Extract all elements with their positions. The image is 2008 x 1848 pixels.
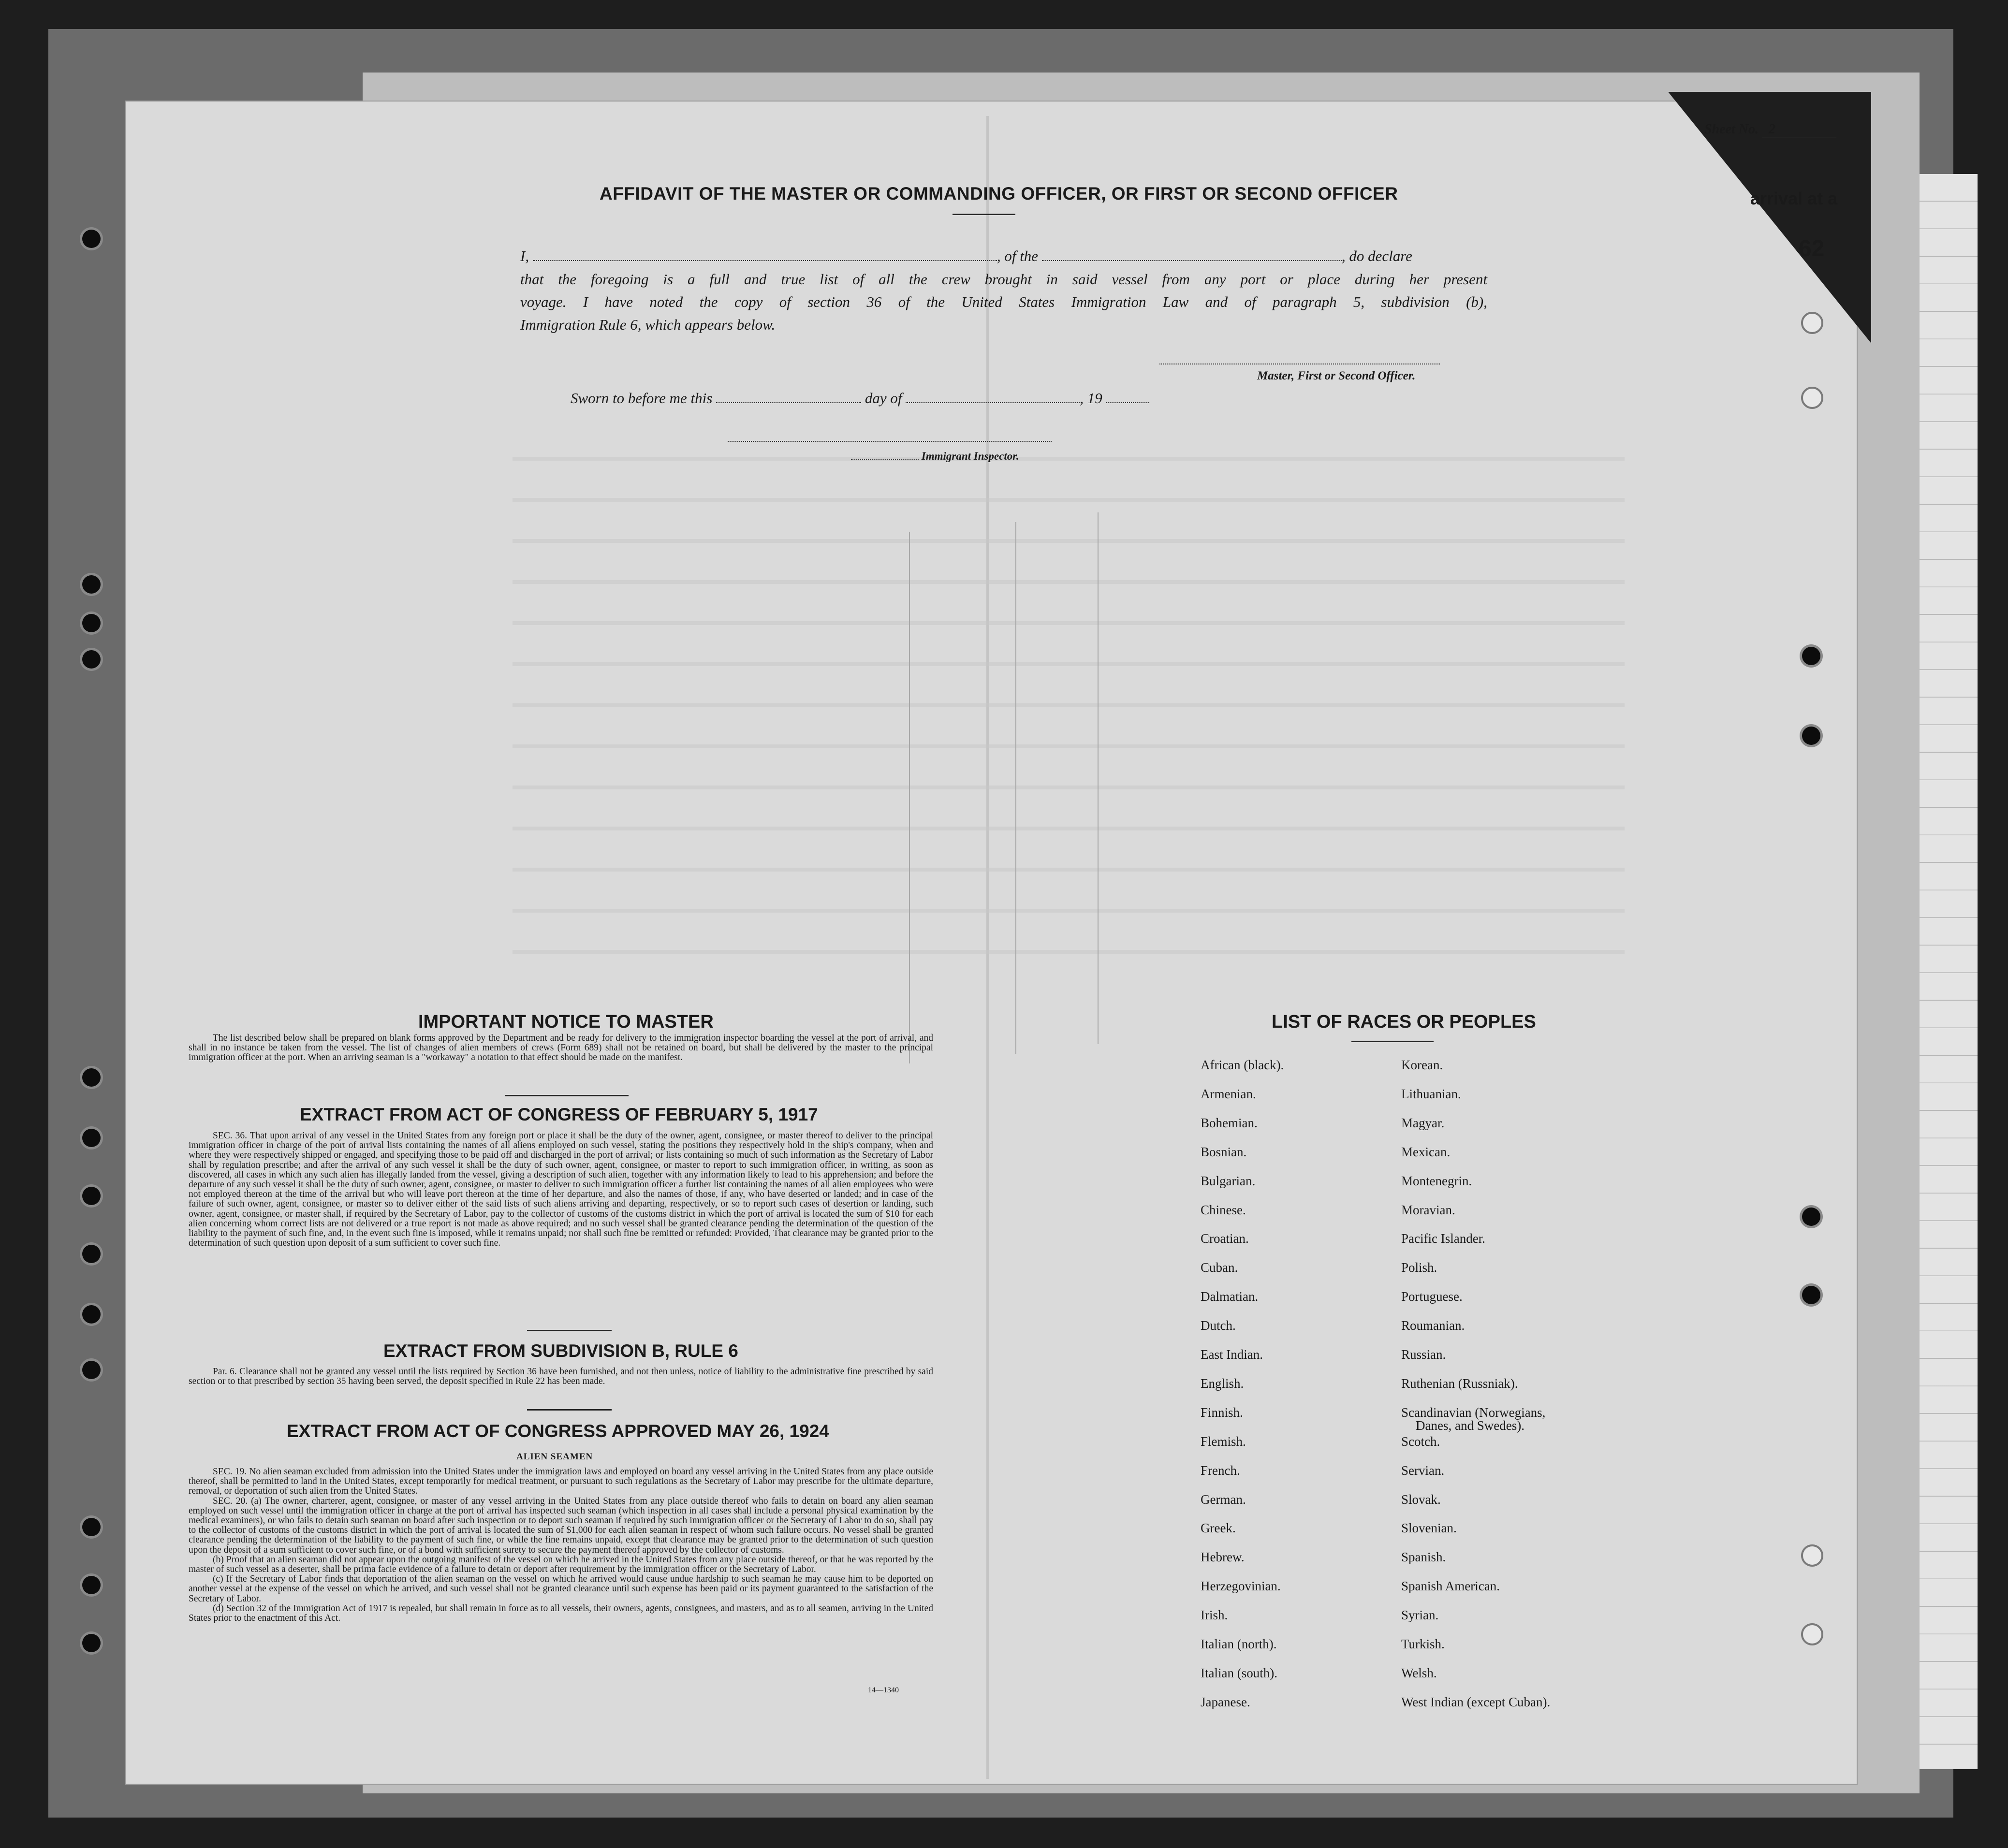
race-item: Irish. bbox=[1201, 1608, 1228, 1623]
sec-20c-text: (c) If the Secretary of Labor finds that deportation of the alien seaman on the vessel on which he arrived would cause undue hardship to such seaman he may cause him to be deported on another vessel at the expense of the vessel on which he arrived, and such vessel shall not be granted clearance until such expense has been paid or its payment guaranteed to the satisfaction of the Secretary of Labor. bbox=[189, 1574, 933, 1604]
race-item: East Indian. bbox=[1201, 1347, 1263, 1362]
sheet-no-value: 2 bbox=[1762, 122, 1836, 138]
sec-20b-text: (b) Proof that an alien seaman did not appear upon the outgoing manifest of the vessel on which he arrived in the United States from any place outside thereof, or that he was reported by the master of such vessel as a deserter, shall be prima facie evidence of a failure to detain or deport after requirement by the immigration officer or the Secretary of Labor. bbox=[189, 1554, 933, 1575]
race-item: Spanish American. bbox=[1401, 1579, 1500, 1594]
bleed-through-line bbox=[1015, 522, 1016, 1054]
notice-text: The list described below shall be prepared on blank forms approved by the Department and be ready for delivery to the immigration inspector boarding the vessel at the port of arrival, and shall in no instance be taken from the vessel. The list of changes of alien members of crews (Form 689) shall not be retained on board, but shall be delivered by the master to the principal immigration officer at the port. When an arriving seaman is a "workaway" a notation to that effect should be made on the manifest. bbox=[189, 1033, 933, 1063]
sheet-no-label: Sheet No. bbox=[1704, 122, 1759, 137]
extract-1917-text: SEC. 36. That upon arrival of any vessel in the United States from any foreign port or place it shall be the duty of the owner, agent, consignee, or master thereof to deliver to the principal immigration officer in charge of the port of arrival lists containing the names of all aliens employed on such vessel, stating the positions they respectively hold in the ship's company, when and where they were respectively shipped or engaged, and specifying those to be paid off and discharged in the port of arrival; or lists containing so much of such information as the Secretary of Labor shall by regulation prescribe; and after the arrival of any such vessel it shall be the duty of such owner, agent, consignee, or master to report to such immigration officer, in writing, as soon as discovered, all cases in which any such alien has illegally landed from the vessel, giving a description of such alien, together with any information likely to lead to his apprehension; and before the departure of any such vessel it shall be the duty of such owner, agent, consignee, or master to deliver to such immigration officer a further list containing the names of all alien employees who were not employed thereon at the time of the arrival but who will leave port thereon at the time of her departure, and also the names of those, if any, who have deserted or landed; and in case of the failure of such owner, agent, consignee, or master so to deliver either of the said lists of such aliens arriving and departing, respectively, or so to report such cases of desertion or landing, such owner, agent, consignee, or master shall, if required by the Secretary of Labor, pay to the collector of customs of the customs district in which the port of arrival is located the sum of $10 for each alien concerning whom correct lists are not delivered or a true report is not made as above required; and no such vessel shall be granted clearance pending the determination of the question of the liability to the payment of such fine, and, in the event such fine is imposed, while it remains unpaid; nor shall such fine be remitted or refunded: Provided, That clearance may be granted prior to the determination of such question upon deposit of a sum sufficient to cover such fine. bbox=[189, 1131, 933, 1249]
extract-rule6-heading: EXTRACT FROM SUBDIVISION B, RULE 6 bbox=[383, 1341, 738, 1361]
binder-hole bbox=[82, 650, 101, 669]
section-rule bbox=[527, 1409, 612, 1411]
race-item: Cuban. bbox=[1201, 1260, 1238, 1275]
race-item: West Indian (except Cuban). bbox=[1401, 1694, 1551, 1709]
binder-hole bbox=[82, 1187, 101, 1205]
declaration-line-3: voyage. I have noted the copy of section 36 of the United States Immigration Law and of paragraph 5, subdivision (b), bbox=[520, 293, 1487, 310]
signature-label: Master, First or Second Officer. bbox=[1257, 369, 1416, 382]
sec-20d-text: (d) Section 32 of the Immigration Act of 1917 is repealed, but shall remain in force as to all vessels, their owners, agents, consignees, and masters, and as to all seamen, arriving in the United States prior to the enactment of this Act. bbox=[189, 1603, 933, 1624]
binder-hole bbox=[82, 1361, 101, 1379]
sworn-month-blank[interactable] bbox=[906, 392, 1080, 403]
page-fold bbox=[986, 116, 989, 1779]
section-rule bbox=[505, 1095, 629, 1096]
bleed-through-row bbox=[513, 457, 1625, 461]
binder-hole bbox=[82, 1634, 101, 1652]
race-item-continuation: Danes, and Swedes). bbox=[1416, 1418, 1524, 1433]
declaration-line-2: that the foregoing is a full and true list of all the crew brought in said vessel from any port or place during her present bbox=[520, 271, 1487, 288]
binder-hole bbox=[1802, 1208, 1820, 1226]
race-item: Russian. bbox=[1401, 1347, 1446, 1362]
binder-hole bbox=[1801, 1544, 1823, 1567]
race-item: Turkish. bbox=[1401, 1637, 1445, 1651]
race-item: Herzegovinian. bbox=[1201, 1579, 1281, 1594]
form-number: 14—1340 bbox=[868, 1686, 899, 1694]
race-item: Hebrew. bbox=[1201, 1550, 1245, 1565]
day-of-label: day of bbox=[865, 390, 902, 407]
race-item: Dalmatian. bbox=[1201, 1289, 1259, 1304]
bleed-through-row bbox=[513, 703, 1625, 707]
bleed-through-row bbox=[513, 827, 1625, 830]
binder-hole bbox=[82, 575, 101, 594]
section-rule bbox=[527, 1330, 612, 1331]
race-item: Korean. bbox=[1401, 1058, 1443, 1072]
binder-hole bbox=[82, 1068, 101, 1087]
race-item: Croatian. bbox=[1201, 1231, 1249, 1246]
sworn-line bbox=[571, 390, 1149, 407]
binder-hole bbox=[1801, 312, 1823, 334]
binder-hole bbox=[82, 1245, 101, 1263]
alien-seamen-heading: ALIEN SEAMEN bbox=[516, 1452, 593, 1462]
corner-number: 62 bbox=[1799, 236, 1825, 262]
bleed-through-row bbox=[513, 950, 1625, 954]
race-item: Finnish. bbox=[1201, 1405, 1243, 1420]
bleed-through-row bbox=[513, 744, 1625, 748]
sworn-year-blank[interactable] bbox=[1106, 392, 1149, 403]
binder-hole bbox=[82, 1576, 101, 1594]
bleed-through-line bbox=[1098, 512, 1099, 1044]
bleed-through-row bbox=[513, 662, 1625, 666]
race-item: Lithuanian. bbox=[1401, 1086, 1461, 1101]
bleed-through-row bbox=[513, 498, 1625, 502]
race-item: Servian. bbox=[1401, 1463, 1445, 1478]
sworn-label: Sworn to before me this bbox=[571, 390, 713, 407]
race-item: Italian (north). bbox=[1201, 1637, 1277, 1651]
arrival-text: arrival at a bbox=[1750, 189, 1838, 208]
binder-hole bbox=[1802, 727, 1820, 745]
race-item: Flemish. bbox=[1201, 1434, 1246, 1449]
i-label: I, bbox=[520, 247, 529, 264]
notice-heading: IMPORTANT NOTICE TO MASTER bbox=[418, 1012, 714, 1032]
sheet-number bbox=[1704, 122, 1836, 138]
race-item: English. bbox=[1201, 1376, 1244, 1391]
race-item: Pacific Islander. bbox=[1401, 1231, 1485, 1246]
inspector-signature-line[interactable] bbox=[728, 441, 1052, 442]
race-item: Portuguese. bbox=[1401, 1289, 1463, 1304]
bleed-through-row bbox=[513, 621, 1625, 625]
race-item: Bosnian. bbox=[1201, 1144, 1247, 1159]
declaration-line-4: Immigration Rule 6, which appears below. bbox=[520, 316, 776, 333]
race-item: Japanese. bbox=[1201, 1694, 1250, 1709]
binder-hole bbox=[1802, 647, 1820, 665]
binder-hole bbox=[82, 1129, 101, 1147]
race-item: Syrian. bbox=[1401, 1608, 1439, 1623]
binder-hole bbox=[82, 614, 101, 632]
race-item: Chinese. bbox=[1201, 1202, 1246, 1217]
race-item: Greek. bbox=[1201, 1521, 1236, 1536]
race-item: Montenegrin. bbox=[1401, 1173, 1472, 1188]
race-item: Bulgarian. bbox=[1201, 1173, 1256, 1188]
do-declare-label: , do declare bbox=[1341, 247, 1412, 264]
sec-20a-text: SEC. 20. (a) The owner, charterer, agent, consignee, or master of any vessel arriving in the United States from any place outside thereof who fails to detain on board any alien seaman employed on such vessel until the immigration officer in charge at the port of arrival has inspected such seaman (which inspection in all cases shall include a personal physical examination by the medical examiners), or who fails to detain such seaman on board after such inspection or to deport such seaman if required by such immigration officer or the Secretary of Labor to do so, shall pay to the collector of customs of the customs district in which the port of arrival is located the sum of $1,000 for each alien seaman in respect of whom such failure occurs. No vessel shall be granted clearance pending the determination of the liability to the payment of such fine, or while the fine remains unpaid, except that clearance may be granted prior to the determination of such question upon the deposit of a sum sufficient to cover such fine, or of a bond with sufficient surety to secure the payment thereof approved by the collector of customs. bbox=[189, 1496, 933, 1555]
vessel-blank[interactable] bbox=[1042, 249, 1342, 261]
race-item: Bohemian. bbox=[1201, 1115, 1258, 1130]
race-item: Magyar. bbox=[1401, 1115, 1445, 1130]
race-item: Armenian. bbox=[1201, 1086, 1256, 1101]
race-item: Ruthenian (Russniak). bbox=[1401, 1376, 1518, 1391]
race-item: Dutch. bbox=[1201, 1318, 1236, 1333]
bleed-through-row bbox=[513, 909, 1625, 913]
inspector-label: Immigrant Inspector. bbox=[921, 450, 1019, 462]
races-rule bbox=[1351, 1041, 1434, 1042]
affidavit-title: AFFIDAVIT OF THE MASTER OR COMMANDING OFFICER, OR FIRST OR SECOND OFFICER bbox=[600, 184, 1398, 204]
binder-hole bbox=[82, 230, 101, 248]
bleed-through-row bbox=[513, 580, 1625, 584]
of-the-label: , of the bbox=[997, 247, 1039, 264]
bleed-through-row bbox=[513, 786, 1625, 789]
race-item: Spanish. bbox=[1401, 1550, 1446, 1565]
race-item: German. bbox=[1201, 1492, 1246, 1507]
extract-1924-heading: EXTRACT FROM ACT OF CONGRESS APPROVED MAY 26, 1924 bbox=[287, 1421, 829, 1441]
binder-hole bbox=[82, 1518, 101, 1536]
race-item: Scotch. bbox=[1401, 1434, 1440, 1449]
races-heading: LIST OF RACES OR PEOPLES bbox=[1272, 1012, 1536, 1032]
race-item: Scandinavian (Norwegians, bbox=[1401, 1405, 1546, 1420]
binder-hole bbox=[1801, 1623, 1823, 1645]
race-item: Slovenian. bbox=[1401, 1521, 1457, 1536]
bleed-through-row bbox=[513, 868, 1625, 872]
sec-19-text: SEC. 19. No alien seaman excluded from admission into the United States under the immigration laws and employed on board any vessel arriving in the United States from any place outside thereof, shall be permitted to land in the United States, except temporarily for medical treatment, or pursuant to such regulations as the Secretary of Labor may prescribe for the ultimate departure, removal, or deportation of such alien from the United States. bbox=[189, 1467, 933, 1497]
title-rule bbox=[953, 214, 1015, 215]
race-item: Roumanian. bbox=[1401, 1318, 1465, 1333]
race-item: African (black). bbox=[1201, 1058, 1284, 1072]
name-blank[interactable] bbox=[533, 249, 997, 261]
bleed-through-line bbox=[909, 532, 910, 1063]
binder-hole bbox=[1802, 1286, 1820, 1304]
extract-1917-heading: EXTRACT FROM ACT OF CONGRESS OF FEBRUARY 5, 1917 bbox=[300, 1105, 818, 1124]
extract-rule6-text: Par. 6. Clearance shall not be granted any vessel until the lists required by Section 36 have been furnished, and not then unless, notice of liability to the administrative fine prescribed by said section or to that prescribed by section 35 having been served, the deposit specified in Rule 22 has been made. bbox=[189, 1367, 933, 1387]
bleed-through-row bbox=[513, 539, 1625, 543]
race-item: Moravian. bbox=[1401, 1202, 1455, 1217]
race-item: French. bbox=[1201, 1463, 1240, 1478]
inspector-line bbox=[851, 450, 1019, 463]
race-item: Slovak. bbox=[1401, 1492, 1441, 1507]
race-item: Polish. bbox=[1401, 1260, 1437, 1275]
race-item: Welsh. bbox=[1401, 1665, 1437, 1680]
binder-hole bbox=[82, 1305, 101, 1324]
binder-hole bbox=[1801, 387, 1823, 409]
year-label: , 19 bbox=[1080, 390, 1102, 407]
extract-1924-text bbox=[189, 1467, 933, 1623]
race-item: Mexican. bbox=[1401, 1144, 1451, 1159]
declaration-line-1 bbox=[520, 247, 1412, 265]
inspector-dots bbox=[851, 459, 919, 460]
race-item: Italian (south). bbox=[1201, 1665, 1277, 1680]
sworn-day-blank[interactable] bbox=[716, 392, 861, 403]
